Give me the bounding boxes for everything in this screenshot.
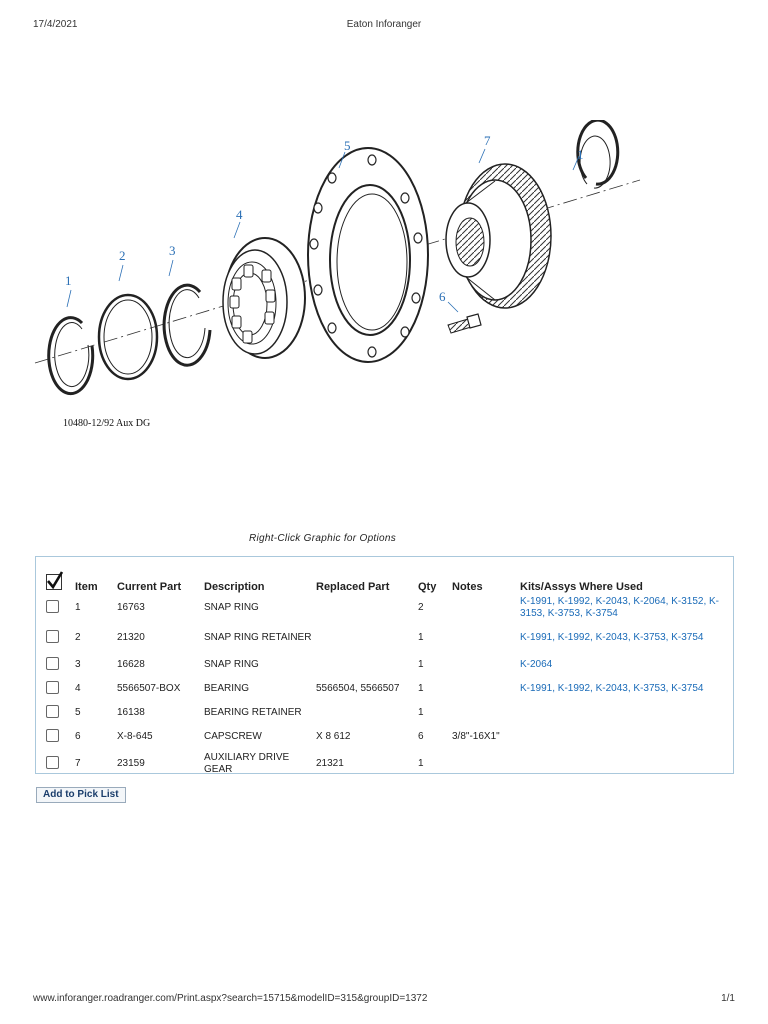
footer-url: www.inforanger.roadranger.com/Print.aspx?search=15715&modelID=315&groupID=1372	[33, 993, 428, 1004]
select-all-checkbox[interactable]	[36, 557, 75, 593]
cell-kits-link[interactable]	[520, 725, 733, 749]
row-checkbox[interactable]	[46, 681, 59, 694]
capscrew	[448, 314, 481, 333]
cell-description: SNAP RING	[204, 602, 259, 613]
cell-kits-link[interactable]: K-2064	[520, 659, 553, 670]
table-header-row	[36, 557, 733, 593]
cell-description: CAPSCREW	[204, 731, 262, 742]
cell-item: 3	[75, 659, 81, 670]
cell-item: 5	[75, 707, 81, 718]
table-row	[36, 653, 733, 677]
label-7: 7	[484, 133, 491, 148]
cell-item: 1	[75, 602, 81, 613]
cell-item: 4	[75, 683, 81, 694]
cell-replaced-part: 5566504, 5566507	[316, 683, 400, 694]
cell-current-part: 16763	[117, 602, 145, 613]
cell-qty: 2	[418, 602, 424, 613]
cell-replaced-part	[316, 701, 418, 725]
page-title: Eaton Inforanger	[346, 19, 422, 30]
cell-qty: 6	[418, 731, 424, 742]
cell-notes	[452, 677, 520, 701]
bearing	[223, 238, 305, 358]
cell-qty: 1	[418, 758, 424, 769]
table-row	[36, 749, 733, 779]
cell-current-part: X-8-645	[117, 731, 153, 742]
cell-notes	[452, 653, 520, 677]
cell-current-part: 16628	[117, 659, 145, 670]
col-kits: Kits/Assys Where Used	[520, 581, 643, 593]
diagram-caption: 10480-12/92 Aux DG	[63, 418, 151, 429]
col-current-part: Current Part	[117, 581, 182, 593]
cell-description: AUXILIARY DRIVE GEAR	[204, 752, 290, 775]
exploded-parts-diagram[interactable]	[0, 120, 768, 450]
cell-current-part: 5566507-BOX	[117, 683, 181, 694]
cell-description: BEARING RETAINER	[204, 707, 302, 718]
row-checkbox[interactable]	[46, 657, 59, 670]
label-5: 5	[344, 138, 351, 153]
cell-notes	[452, 623, 520, 653]
cell-qty: 1	[418, 659, 424, 670]
row-checkbox[interactable]	[46, 600, 59, 613]
cell-replaced-part: X 8 612	[316, 731, 351, 742]
cell-current-part: 16138	[117, 707, 145, 718]
cell-notes: 3/8"-16X1"	[452, 731, 500, 742]
cell-qty: 1	[418, 707, 424, 718]
row-checkbox[interactable]	[46, 756, 59, 769]
cell-description: BEARING	[204, 683, 250, 694]
table-row	[36, 593, 733, 623]
label-1-right: 1	[577, 147, 584, 162]
snap-ring-middle	[164, 285, 210, 365]
cell-kits-link[interactable]	[520, 701, 733, 725]
col-replaced-part: Replaced Part	[316, 581, 390, 593]
cell-qty: 1	[418, 632, 424, 643]
table-row	[36, 725, 733, 749]
row-checkbox[interactable]	[46, 705, 59, 718]
cell-qty: 1	[418, 683, 424, 694]
cell-kits-link[interactable]: K-1991, K-1992, K-2043, K-2064, K-3152, K-3153, K-3753, K-3754	[520, 596, 720, 619]
bearing-retainer	[308, 148, 428, 362]
cell-notes	[452, 701, 520, 725]
col-description: Description	[204, 581, 265, 593]
cell-replaced-part	[316, 623, 418, 653]
cell-replaced-part: 21321	[316, 758, 344, 769]
table-row	[36, 623, 733, 653]
col-qty: Qty	[418, 581, 437, 593]
row-checkbox[interactable]	[46, 729, 59, 742]
snap-ring-retainer	[99, 295, 157, 379]
cell-kits-link[interactable]	[520, 749, 733, 779]
cell-current-part: 23159	[117, 758, 145, 769]
row-checkbox[interactable]	[46, 630, 59, 643]
label-6: 6	[439, 289, 446, 304]
parts-table	[36, 557, 733, 779]
cell-notes	[452, 593, 520, 623]
label-3: 3	[169, 243, 176, 258]
checkmark-icon	[46, 570, 64, 590]
cell-replaced-part	[316, 593, 418, 623]
snap-ring-left	[49, 318, 93, 394]
cell-current-part: 21320	[117, 632, 145, 643]
cell-description: SNAP RING	[204, 659, 259, 670]
cell-replaced-part	[316, 653, 418, 677]
cell-kits-link[interactable]: K-1991, K-1992, K-2043, K-3753, K-3754	[520, 632, 704, 643]
col-item: Item	[75, 581, 98, 593]
col-notes: Notes	[452, 581, 483, 593]
cell-description: SNAP RING RETAINER	[204, 632, 312, 643]
table-row	[36, 701, 733, 725]
parts-table-container	[35, 556, 734, 774]
cell-kits-link[interactable]: K-1991, K-1992, K-2043, K-3753, K-3754	[520, 683, 704, 694]
cell-item: 6	[75, 731, 81, 742]
cell-notes	[452, 749, 520, 779]
right-click-notice: Right-Click Graphic for Options	[248, 533, 397, 544]
label-1-left: 1	[65, 273, 72, 288]
print-date: 17/4/2021	[33, 19, 78, 30]
add-to-pick-list-button[interactable]: Add to Pick List	[36, 787, 126, 803]
cell-item: 2	[75, 632, 81, 643]
page-number: 1/1	[721, 993, 735, 1004]
label-2: 2	[119, 248, 126, 263]
auxiliary-drive-gear	[445, 164, 551, 308]
label-4: 4	[236, 207, 243, 222]
cell-item: 7	[75, 758, 81, 769]
snap-ring-right	[578, 120, 618, 188]
table-row	[36, 677, 733, 701]
